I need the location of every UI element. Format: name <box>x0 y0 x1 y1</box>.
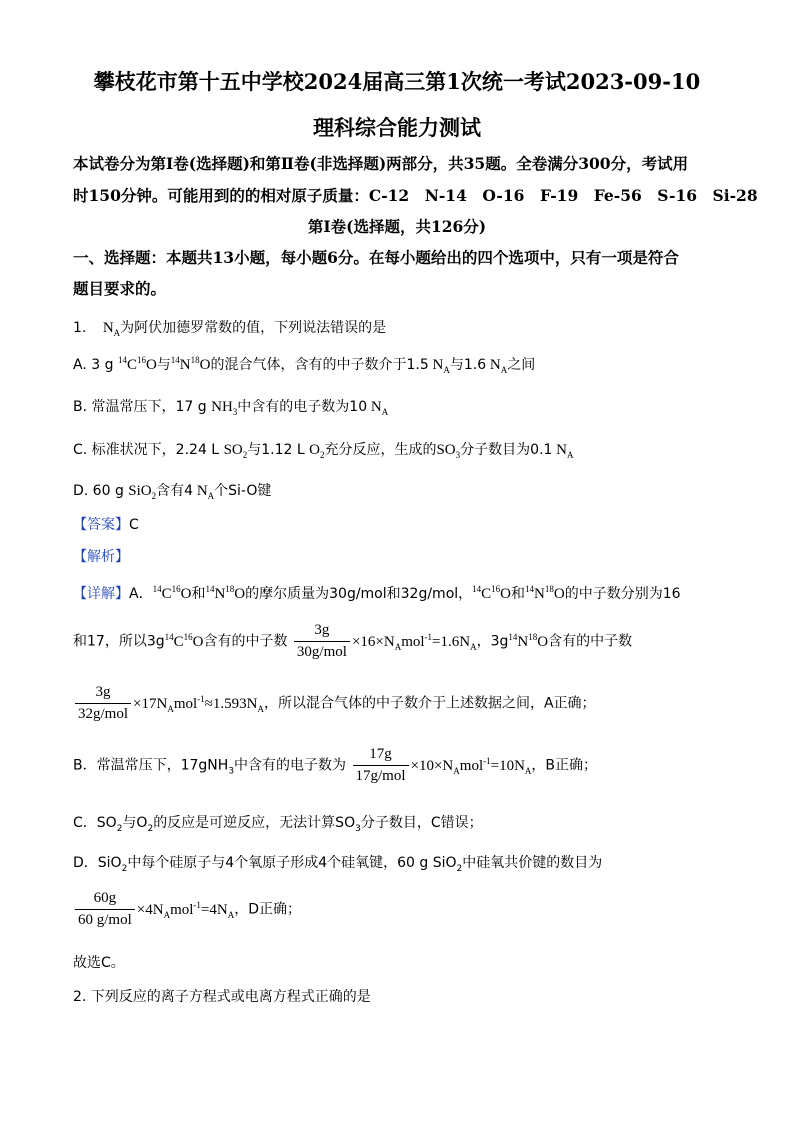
page-title: 攀枝花市第十五中学校2024届高三第1次统一考试2023-09-10 <box>93 69 701 94</box>
intro-line-2: 时150分钟。可能用到的的相对原子质量：C-12 N-14 O-16 F-19 Fe-56 S-16 Si-28 <box>73 186 758 205</box>
fraction: $\frac{3g}{\text{32g/mol}}$ <box>75 684 131 723</box>
analysis-label: 【解析】 <box>73 549 129 565</box>
detail-line-4: B．常温常压下，17gNH$_3$中含有的电子数为 $\frac{17g}{\text{17g/mol}}$ $\times 10\times N_Amol^{-1}=10N_A$，B正确； <box>73 746 598 784</box>
fraction: $\frac{60g}{\text{60 g/mol}}$ <box>75 890 135 929</box>
intro-line-1: 本试卷分为第Ⅰ卷(选择题)和第Ⅱ卷(非选择题)两部分，共35题。全卷满分300分，考试用 <box>73 154 689 173</box>
section-heading-line-2: 题目要求的。 <box>73 279 167 298</box>
part-title: 第Ⅰ卷(选择题，共126分) <box>307 217 487 236</box>
fraction: $\frac{3g}{\text{30g/mol}}$ <box>294 622 350 661</box>
fraction: $\frac{17g}{\text{17g/mol}}$ <box>353 746 409 785</box>
question-1-option-a: A. 3 g $^{14}C^{16}O$与$^{14}N^{18}O$的混合气体，含有的中子数介于1.5 $N_A$与1.6 $N_A$之间 <box>73 355 536 375</box>
answer-label: 【答案】 <box>73 517 129 533</box>
question-1-option-c: C. 标准状况下，2.24 L $SO_2$与1.12 L $O_2$充分反应，生成的$SO_3$分子数目为0.1 $N_A$ <box>73 442 574 460</box>
detail-line-7: $\frac{60g}{\text{60 g/mol}}$ $\times 4N_Amol^{-1}=4N_A$，D正确； <box>73 890 723 929</box>
page-subtitle: 理科综合能力测试 <box>313 115 481 140</box>
question-1-stem: 1. $N_A$为阿伏加德罗常数的值，下列说法错误的是 <box>73 320 387 338</box>
answer-row <box>73 514 723 534</box>
answer-value: C <box>129 517 139 533</box>
detail-line-3: $\frac{3g}{\text{32g/mol}}$ $\times 17N_Amol^{-1}\approx 1.593N_A$，所以混合气体的中子数介于上述数据之间，A正确； <box>73 684 723 723</box>
question-1-option-b: B. 常温常压下，17 g $NH_3$中含有的电子数为10 $N_A$ <box>73 399 389 417</box>
detail-line-5: C．$SO_2$与$O_2$的反应是可逆反应，无法计算$SO_3$分子数目，C错误； <box>73 815 483 834</box>
question-1-option-d: D. 60 g SiO$_2$含有4 $N_A$个Si-O键 <box>73 483 272 501</box>
question-2-stem: 2. 下列反应的离子方程式或电离方程式正确的是 <box>73 989 371 1005</box>
detail-line-1: 【详解】A．$^{14}C^{16}O$和$^{14}N^{18}O$的摩尔质量为30g/mol和32g/mol，$^{14}C^{16}O$和$^{14}N^{18}O$的中子数分别为16 <box>73 584 681 602</box>
section-heading-line-1: 一、选择题：本题共13小题，每小题6分。在每小题给出的四个选项中，只有一项是符合 <box>73 248 679 267</box>
detail-line-6: D．SiO$_2$中每个硅原子与4个氧原子形成4个硅氧键，60 g SiO$_2$中硅氧共价键的数目为 <box>73 855 603 874</box>
conclusion: 故选C。 <box>73 955 125 971</box>
detail-line-2: 和17，所以$3g^{14}C^{16}O$含有的中子数 $\frac{3g}{\text{30g/mol}}$ $\times 16\times N_Amol^{-1}=1.6N_A$，$3g^{14}N^{18}O$含有的中子数 <box>73 622 633 660</box>
